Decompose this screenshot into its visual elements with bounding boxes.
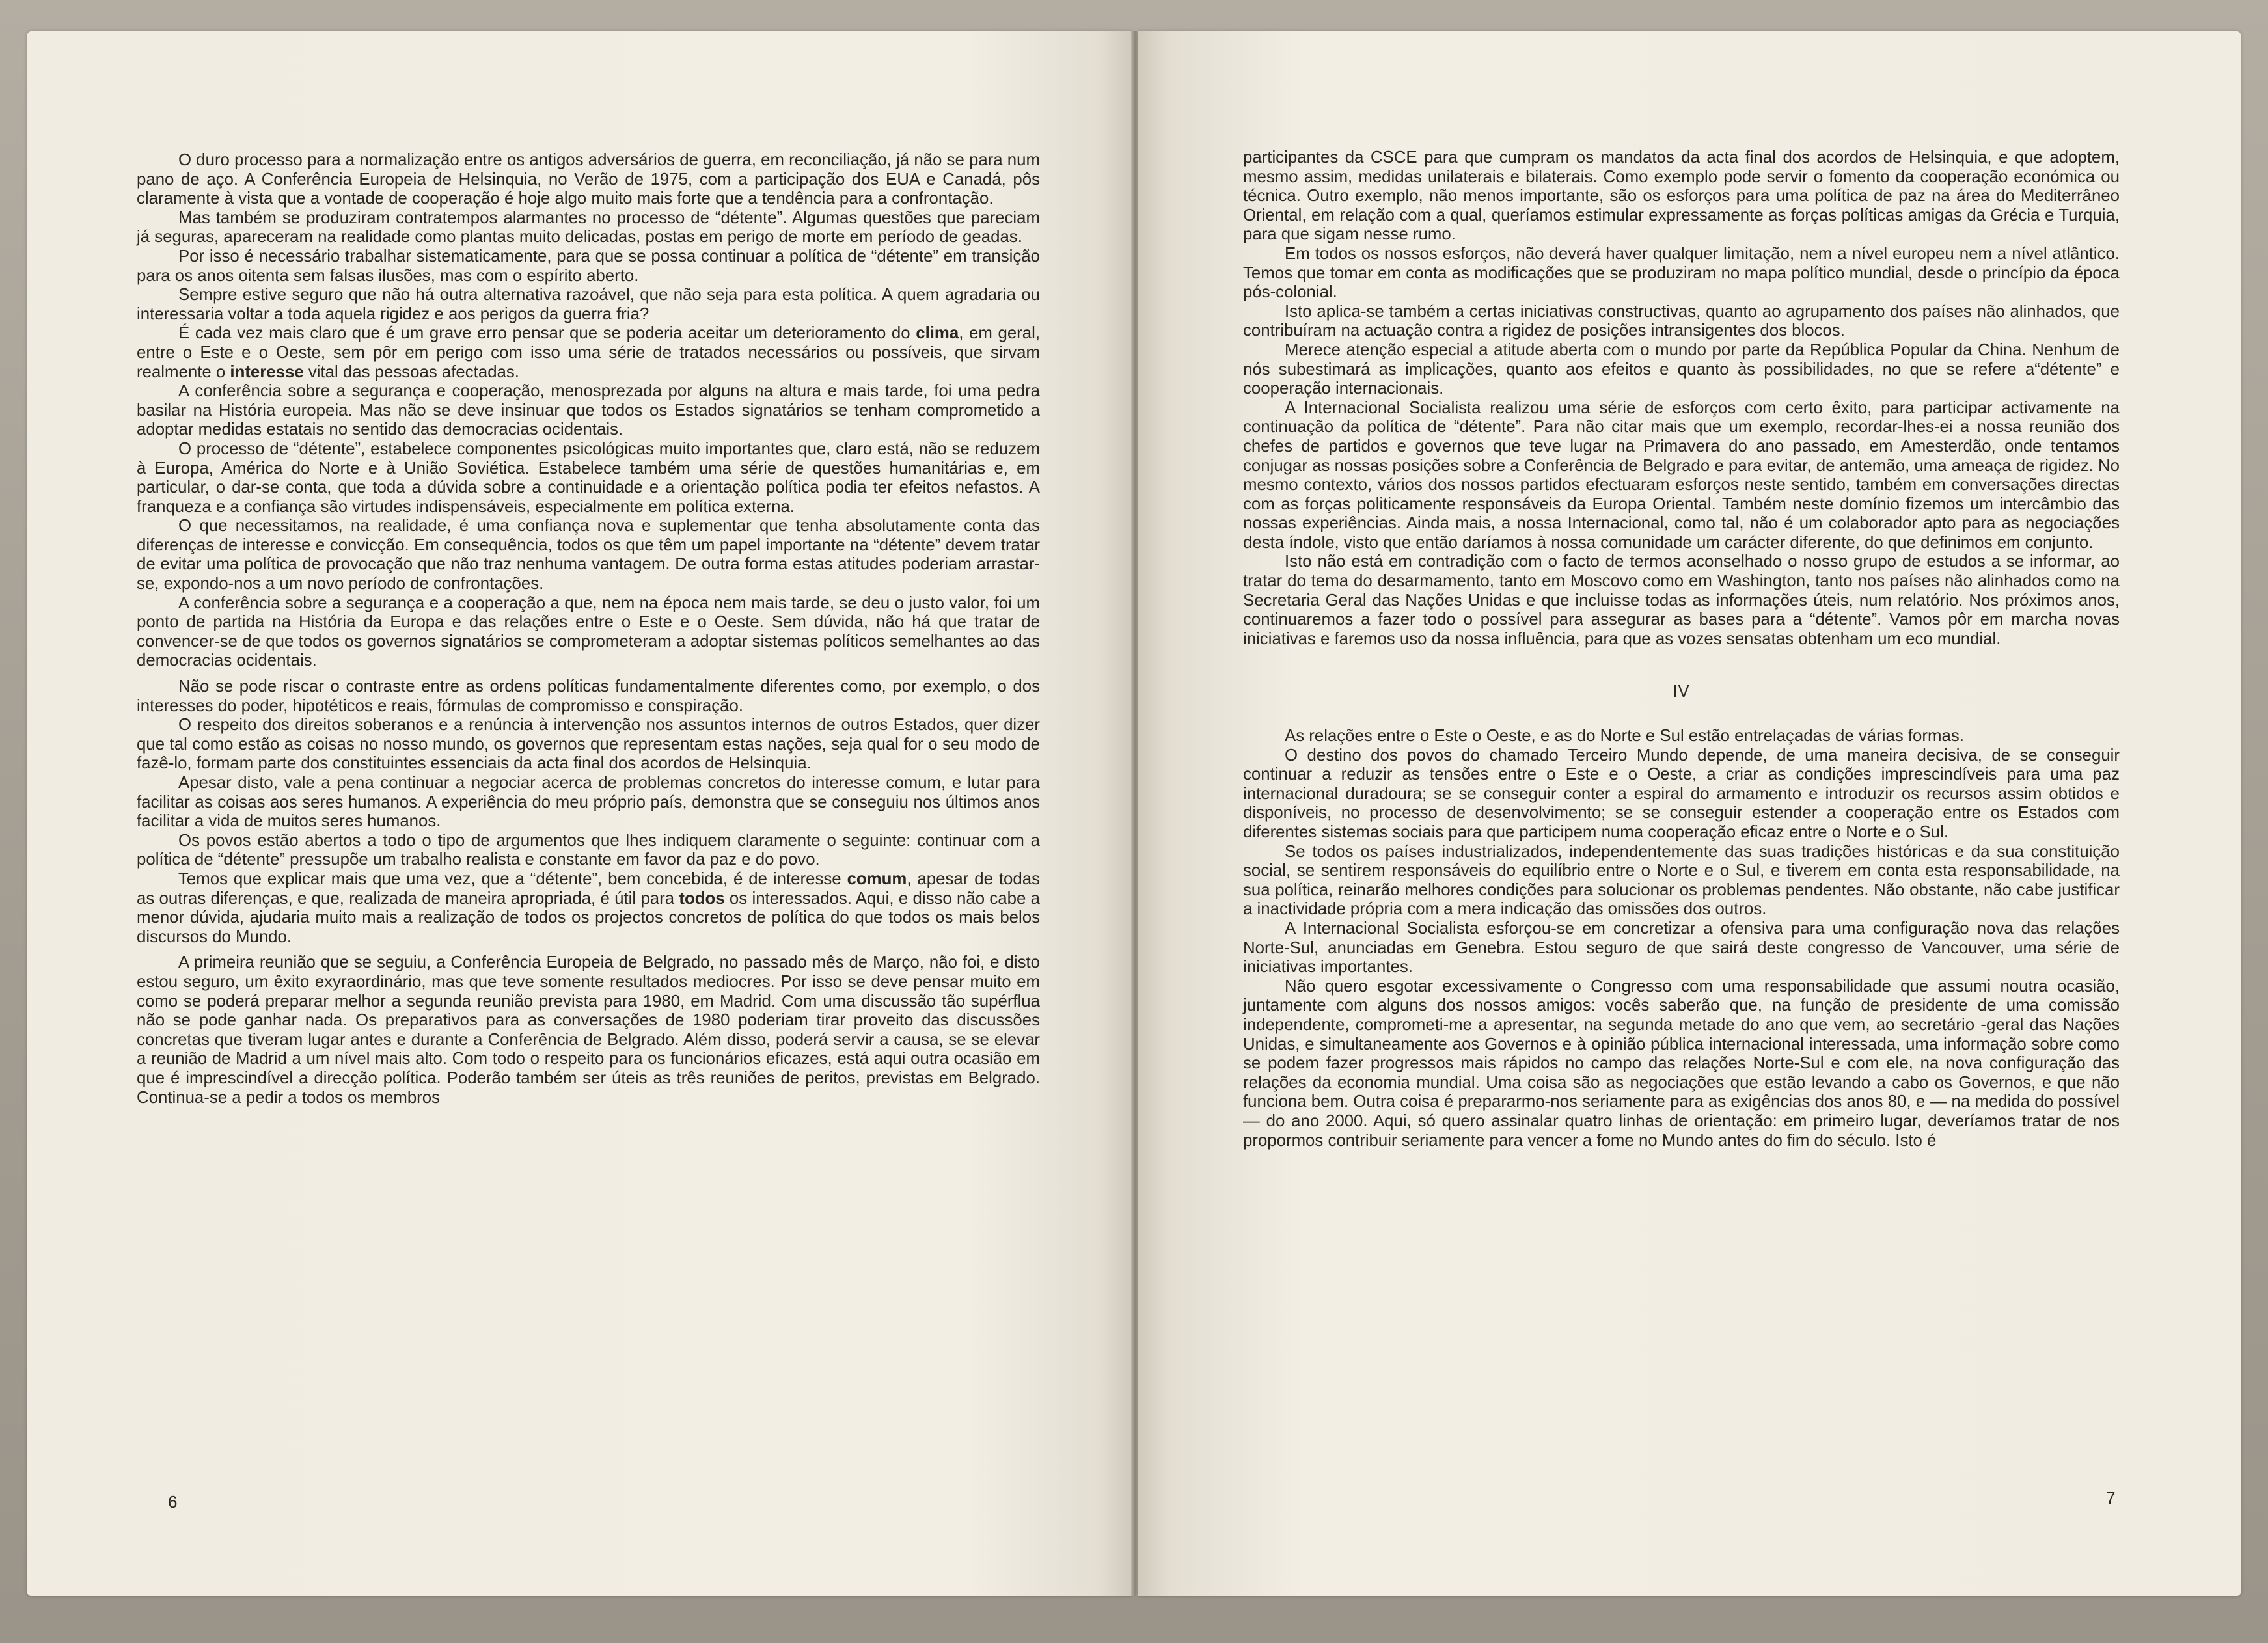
text-run: vital das pessoas afectadas. — [303, 362, 519, 381]
bold-word: todos — [679, 889, 725, 908]
paragraph: Sempre estive seguro que não há outra alternativa razoável, que não seja para esta política. A quem agradaria ou interessaria voltar a toda aquela rigidez e aos perigos da guerra fria? — [137, 286, 1040, 323]
paragraph — [137, 870, 1040, 947]
left-page-text-column — [137, 151, 1040, 1107]
paragraph: Os povos estão abertos a todo o tipo de argumentos que lhes indiquem claramente o seguinte: continuar com a política de “détente” pressupõe um trabalho realista e constante em favor da paz e do povo. — [137, 831, 1040, 869]
paragraph: A conferência sobre a segurança e a cooperação a que, nem na época nem mais tarde, se deu o justo valor, foi um ponto de partida na História da Europa e das relações entre o Este e o Oeste. Sem dúvida, não há que tratar de convencer-se de que todos os governos signatários se comprometeram a adoptar sistemas políticos semelhantes ao das democracias ocidentais. — [137, 593, 1040, 670]
page-number: 6 — [168, 1492, 178, 1512]
paragraph: A primeira reunião que se seguiu, a Conferência Europeia de Belgrado, no passado mês de Março, não foi, e disto estou seguro, um êxito exyraordinário, mas que teve somente resultados mediocres. Por isso se deve pensar muito em como se poderá preparar melhor a segunda reunião prevista para 1980, em Madrid. Com uma discussão tão supérflua não se pode ganhar nada. Os preparativos para as conversações de 1980 poderiam tirar proveito das discussões concretas que tiveram lugar antes e durante a Conferência de Belgrado. Além disso, poderá servir a causa, se se elevar a reunião de Madrid a um nível mais alto. Com todo o respeito para os funcionários eficazes, está aqui outra ocasião em que é imprescindível a direcção política. Poderão também ser úteis as três reuniões de peritos, previstas em Belgrado. Continua-se a pedir a todos os membros — [137, 953, 1040, 1107]
paragraph: Por isso é necessário trabalhar sistematicamente, para que se possa continuar a política de “détente” em transição para os anos oitenta sem falsas ilusões, mas com o espírito aberto. — [137, 247, 1040, 285]
paragraph: Apesar disto, vale a pena continuar a negociar acerca de problemas concretos do interesse comum, e lutar para facilitar as coisas aos seres humanos. A experiência do meu próprio país, demonstra que se conseguiu nos últimos anos facilitar a vida de muitos seres humanos. — [137, 774, 1040, 831]
text-run: Temos que explicar mais que uma vez, que a “détente”, bem concebida, é de interesse — [178, 869, 847, 888]
paragraph: Isto não está em contradição com o facto de termos aconselhado o nosso grupo de estudos a se informar, ao tratar do tema do desarmamento, tanto em Moscovo como em Washington, tanto nos países não alinhados como na Secretaria Geral das Nações Unidas e que incluisse todas as informações úteis, num relatório. Nos próximos anos, continuaremos a fazer todo o possível para assegurar as bases para a “détente”. Vamos pôr em marcha novas iniciativas e faremos uso da nossa influência, para que as vozes sensatas obtenham um eco mundial. — [1243, 552, 2120, 648]
text-run: É cada vez mais claro que é um grave erro pensar que se poderia aceitar um deterioramento do — [178, 324, 916, 343]
paragraph: Não quero esgotar excessivamente o Congresso com uma responsabilidade que assumi noutra ocasião, juntamente com alguns dos nossos amigos: vocês saberão que, na função de presidente de uma comissão independente, comprometi-me a apresentar, na segunda metade do ano que vem, ao secretário -geral das Nações Unidas, e simultaneamente aos Governos e à opinião pública internacional interessada, uma informação sobre como se podem fazer progressos mais rápidos no campo das relações Norte-Sul e com ele, na nova configuração das relações da economia mundial. Uma coisa são as negociações que estão levando a cabo os Governos, e que não funciona bem. Outra coisa é prepararmo-nos seriamente para as exigências dos anos 80, e — na medida do possível — do ano 2000. Aqui, só quero assinalar quatro linhas de orientação: em primeiro lugar, deveríamos tratar de nos propormos contribuir seriamente para vencer a fome no Mundo antes do fim do século. Isto é — [1243, 977, 2120, 1150]
paragraph: Isto aplica-se também a certas iniciativas constructivas, quanto ao agrupamento dos países não alinhados, que contribuíram na actuação contra a rigidez de posições intransigentes dos blocos. — [1243, 302, 2120, 340]
paragraph: O processo de “détente”, estabelece componentes psicológicas muito importantes que, claro está, não se reduzem à Europa, América do Norte e à União Soviética. Estabelece também uma série de questões humanitárias e, em particular, o dar-se conta, que toda a dúvida sobre a continuidade e a orientação política podia ter efeitos nefastos. A franqueza e a confiança são virtudes indispensáveis, especialmente em política externa. — [137, 439, 1040, 516]
paragraph: A Internacional Socialista realizou uma série de esforços com certo êxito, para participar activamente na continuação da política de “détente”. Para não citar mais que um exemplo, recordar-lhes-ei a nossa reunião dos chefes de partidos e governos que teve lugar na Primavera do ano passado, em Amesterdão, onde tentamos conjugar as nossas posições sobre a Conferência de Belgrado e para evitar, de antemão, uma ameaça de rigidez. No mesmo contexto, vários dos nossos partidos efectuaram esforços neste sentido, também em conversações directas com as forças politicamente responsáveis da Europa Oriental. Também neste domínio fizemos um intercâmbio das nossas experiências. Ainda mais, a nossa Internacional, como tal, não é um colaborador apto para as negociações desta índole, visto que então daríamos à nossa comunidade um carácter diferente, do que definimos em conjunto. — [1243, 398, 2120, 552]
page-number: 7 — [2106, 1488, 2116, 1508]
paragraph: A conferência sobre a segurança e cooperação, menosprezada por alguns na altura e mais tarde, foi uma pedra basilar na História europeia. Mas não se deve insinuar que todos os Estados signatários se tenham comprometido a adoptar medidas estatais no sentido das democracias ocidentais. — [137, 382, 1040, 439]
text-run: , apesar de todas as outras diferenças, e que, realizada de maneira apropriada, é útil para — [137, 869, 1040, 908]
bold-word: clima — [916, 324, 959, 343]
paragraph: O destino dos povos do chamado Terceiro Mundo depende, de uma maneira decisiva, de se conseguir continuar a reduzir as tensões entre o Este e o Oeste, a criar as condições imprescindíveis para uma paz internacional duradoura; se se conseguir conter a espiral do armamento e introduzir os recursos assim obtidos e disponíveis, no processo de desenvolvimento; se se conseguir estender a cooperação entre os Estados com diferentes sistemas sociais para que participem numa cooperação eficaz entre o Norte e o Sul. — [1243, 746, 2120, 841]
section-heading: IV — [1673, 683, 1690, 701]
text-run: os interessados. Aqui, e disso não cabe a menor dúvida, ajudaria muito mais a realização de todos os projectos concretos de política do que todos os mais belos discursos do Mundo. — [137, 889, 1040, 946]
paragraph: Merece atenção especial a atitude aberta com o mundo por parte da República Popular da China. Nenhum de nós subestimará as implicações, quanto aos efeitos e quanto às possibilidades, no que se refere a“détente” e cooperação internacionais. — [1243, 340, 2120, 398]
paragraph: Se todos os países industrializados, independentemente das suas tradições históricas e da sua constituição social, se sentirem responsáveis do equilíbrio entre o Norte e o Sul, e tiverem em conta esta responsabilidade, na sua política, reinarão melhores condições para solucionar os problemas pendentes. Não obstante, não cabe justificar a inactividade própria com a mera indicação das omissões dos outros. — [1243, 842, 2120, 919]
paragraph: A Internacional Socialista esforçou-se em concretizar a ofensiva para uma configuração nova das relações Norte-Sul, anunciadas em Genebra. Estou seguro de que sairá deste congresso de Vancouver, uma série de iniciativas importantes. — [1243, 919, 2120, 977]
paragraph: As relações entre o Este o Oeste, e as do Norte e Sul estão entrelaçadas de várias formas. — [1285, 727, 1964, 746]
paragraph: O respeito dos direitos soberanos e a renúncia à intervenção nos assuntos internos de outros Estados, quer dizer que tal como estão as coisas no nosso mundo, os governos que representam estas nações, seja qual for o seu modo de fazê-lo, formam parte dos constituintes essenciais da acta final dos acordos de Helsinquia. — [137, 716, 1040, 773]
paragraph: participantes da CSCE para que cumpram os mandatos da acta final dos acordos de Helsinquia, e que adoptem, mesmo assim, medidas unilaterais e bilaterais. Como exemplo pode servir o fomento da cooperação económica ou técnica. Outro exemplo, não menos importante, são os esforços para uma política de paz na área do Mediterrâneo Oriental, em relação com a qual, queríamos estimular expressamente as forças políticas amigas da Grécia e Turquia, para que sigam nesse rumo. — [1243, 148, 2120, 244]
paragraph — [137, 324, 1040, 382]
paragraph: Mas também se produziram contratempos alarmantes no processo de “détente”. Algumas questões que pareciam já seguras, apareceram na realidade como plantas muito delicadas, postas em perigo de morte em período de geadas. — [137, 208, 1040, 247]
bold-word: interesse — [230, 362, 304, 381]
paragraph: O duro processo para a normalização entre os antigos adversários de guerra, em reconciliação, já não se para num pano de aço. A Conferência Europeia de Helsinquia, no Verão de 1975, com a participação dos EUA e Canadá, pôs claramente à vista que a vontade de cooperação é hoje algo muito mais forte que a tendência para a confrontação. — [137, 151, 1040, 208]
text-run: , em geral, entre o Este e o Oeste, sem pôr em perigo com isso uma série de tratados necessários ou possíveis, que sirvam realmente o — [137, 324, 1041, 381]
paragraph: Em todos os nossos esforços, não deverá haver qualquer limitação, nem a nível europeu nem a nível atlântico. Temos que tomar em conta as modificações que se produziram no mapa político mundial, desde o princípio da época pós-colonial. — [1243, 244, 2120, 302]
bold-word: comum — [847, 869, 907, 888]
paragraph: O que necessitamos, na realidade, é uma confiança nova e suplementar que tenha absolutamente conta das diferenças de interesse e convicção. Em consequência, todos os que têm um papel importante na “détente” devem tratar de evitar uma política de provocação que não traz nenhuma vantagem. De outra forma estas atitudes poderiam arrastar-se, expondo-nos a um novo período de confrontações. — [137, 517, 1040, 593]
right-page-text-column — [1243, 148, 2120, 1150]
paragraph: Não se pode riscar o contraste entre as ordens políticas fundamentalmente diferentes como, por exemplo, o dos interesses do poder, hipotéticos e reais, fórmulas de compromisso e conspiração. — [137, 677, 1040, 715]
